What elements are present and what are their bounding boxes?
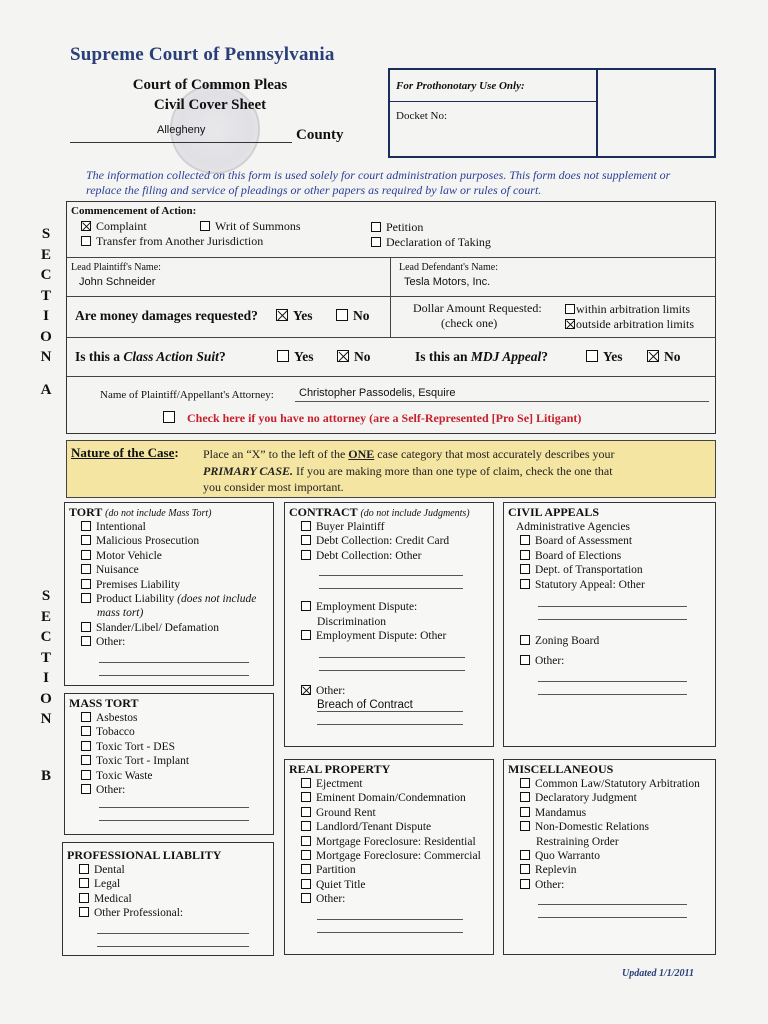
checkbox[interactable]: [301, 893, 311, 903]
side-letter: B: [40, 767, 51, 784]
prothonotary-label: For Prothonotary Use Only:: [390, 70, 598, 102]
checkbox[interactable]: [79, 878, 89, 888]
mass-tort-des[interactable]: Toxic Tort - DES: [65, 740, 273, 754]
checkbox[interactable]: [81, 755, 91, 765]
tort-other[interactable]: Other:: [65, 635, 273, 649]
misc-arbitration[interactable]: Common Law/Statutory Arbitration: [504, 777, 715, 791]
checkbox[interactable]: [520, 821, 530, 831]
real-property-box: [284, 759, 494, 955]
contract-other[interactable]: Other:: [285, 684, 493, 698]
plaintiff-value[interactable]: John Schneider: [79, 276, 156, 288]
real-other[interactable]: Other:: [285, 892, 493, 906]
checkbox[interactable]: [520, 635, 530, 645]
real-quiet-title[interactable]: Quiet Title: [285, 878, 493, 892]
contract-other-value[interactable]: Breach of Contract: [317, 698, 413, 711]
misc-mandamus[interactable]: Mandamus: [504, 806, 715, 820]
tort-product-note: mass tort): [97, 607, 144, 620]
money-question: Are money damages requested?: [75, 308, 258, 323]
side-letter: O: [40, 690, 52, 707]
checkbox-checked[interactable]: [337, 350, 349, 362]
checkbox[interactable]: [81, 579, 91, 589]
checkbox[interactable]: [301, 864, 311, 874]
nature-of-case: [66, 440, 716, 498]
contract-emp-other[interactable]: Employment Dispute: Other: [285, 629, 493, 643]
contract-emp-discrimination[interactable]: Employment Dispute:: [285, 600, 493, 614]
side-letter: E: [40, 246, 51, 263]
prof-medical[interactable]: Medical: [63, 892, 273, 906]
checkbox[interactable]: [520, 879, 530, 889]
checkbox[interactable]: [81, 770, 91, 780]
side-letter: O: [40, 328, 52, 345]
checkbox[interactable]: [81, 521, 91, 531]
county-value[interactable]: Allegheny: [157, 124, 206, 136]
section-a: [66, 201, 716, 434]
check-one: (check one): [441, 316, 498, 330]
checkbox[interactable]: [81, 636, 91, 646]
real-mortgage-res[interactable]: Mortgage Foreclosure: Residential: [285, 835, 493, 849]
complaint-option[interactable]: Complaint: [81, 219, 147, 234]
sheet-name: Civil Cover Sheet: [153, 97, 267, 113]
docket-label: Docket No:: [390, 102, 598, 156]
defendant-label: Lead Defendant's Name:: [399, 262, 498, 273]
checkbox[interactable]: [163, 411, 175, 423]
class-action-question: Is this a Class Action Suit?: [75, 349, 226, 364]
checkbox[interactable]: [520, 807, 530, 817]
contract-buyer[interactable]: Buyer Plaintiff: [285, 520, 493, 534]
checkbox[interactable]: [520, 564, 530, 574]
tort-motor[interactable]: Motor Vehicle: [65, 549, 273, 563]
mass-tort-heading: MASS TORT: [69, 696, 139, 710]
court-name: Court of Common Pleas: [132, 77, 288, 93]
attorney-value[interactable]: Christopher Passodelis, Esquire: [299, 387, 456, 399]
mass-tort-asbestos[interactable]: Asbestos: [65, 711, 273, 725]
checkbox[interactable]: [520, 550, 530, 560]
transfer-option[interactable]: Transfer from Another Jurisdiction: [81, 234, 263, 249]
misc-heading: MISCELLANEOUS: [508, 762, 614, 776]
civil-appeals-box: [503, 502, 716, 747]
professional-heading: PROFESSIONAL LIABLITY: [67, 848, 222, 862]
mdj-question: Is this an MDJ Appeal?: [415, 349, 549, 364]
checkbox[interactable]: [301, 535, 311, 545]
checkbox[interactable]: [301, 550, 311, 560]
civil-appeals-heading: CIVIL APPEALS: [508, 505, 600, 519]
checkbox[interactable]: [277, 350, 289, 362]
side-letter: S: [41, 226, 51, 242]
real-eminent[interactable]: Eminent Domain/Condemnation: [285, 791, 493, 805]
contract-box: [284, 502, 494, 747]
contract-heading: CONTRACT (do not include Judgments): [289, 505, 470, 519]
checkbox[interactable]: [336, 309, 348, 321]
contract-debt-card[interactable]: Debt Collection: Credit Card: [285, 534, 493, 548]
tort-product[interactable]: Product Liability (does not include: [65, 592, 273, 606]
tort-premises[interactable]: Premises Liability: [65, 578, 273, 592]
checkbox[interactable]: [79, 864, 89, 874]
side-letter: I: [43, 308, 49, 324]
checkbox[interactable]: [586, 350, 598, 362]
prof-legal[interactable]: Legal: [63, 877, 273, 891]
checkbox[interactable]: [79, 907, 89, 917]
real-mortgage-com[interactable]: Mortgage Foreclosure: Commercial: [285, 849, 493, 863]
misc-non-domestic[interactable]: Non-Domestic Relations: [504, 820, 715, 834]
checkbox[interactable]: [301, 630, 311, 640]
mass-tort-waste[interactable]: Toxic Waste: [65, 769, 273, 783]
county-label: County: [296, 127, 344, 143]
checkbox[interactable]: [565, 304, 575, 314]
tort-slander[interactable]: Slander/Libel/ Defamation: [65, 621, 273, 635]
mass-tort-implant[interactable]: Toxic Tort - Implant: [65, 754, 273, 768]
appeal-other[interactable]: Other:: [504, 654, 715, 668]
side-letter: C: [40, 629, 52, 645]
appeal-zoning[interactable]: Zoning Board: [504, 634, 715, 648]
checkbox-checked[interactable]: [301, 685, 311, 695]
checkbox[interactable]: [301, 601, 311, 611]
appeal-transportation[interactable]: Dept. of Transportation: [504, 563, 715, 577]
checkbox[interactable]: [520, 655, 530, 665]
checkbox[interactable]: [301, 821, 311, 831]
plaintiff-label: Lead Plaintiff's Name:: [71, 262, 161, 273]
checkbox[interactable]: [81, 535, 91, 545]
checkbox[interactable]: [301, 521, 311, 531]
real-property-heading: REAL PROPERTY: [289, 762, 391, 776]
misc-other[interactable]: Other:: [504, 878, 715, 892]
defendant-value[interactable]: Tesla Motors, Inc.: [404, 276, 491, 288]
county-line: [70, 142, 292, 143]
checkbox[interactable]: [520, 579, 530, 589]
misc-replevin[interactable]: Replevin: [504, 863, 715, 877]
tort-heading: TORT (do not include Mass Tort): [69, 505, 212, 519]
self-rep-option[interactable]: Check here if you have no attorney (are a Self-Represented [Pro Se] Litigant): [163, 409, 581, 427]
admin-agencies-label: Administrative Agencies: [516, 521, 631, 533]
side-letter: A: [40, 381, 52, 398]
within-option[interactable]: within arbitration limits: [565, 302, 690, 317]
appeal-elections[interactable]: Board of Elections: [504, 549, 715, 563]
misc-declaratory[interactable]: Declaratory Judgment: [504, 791, 715, 805]
checkbox[interactable]: [81, 236, 91, 246]
prothonotary-box: [388, 68, 716, 158]
contract-emp-discrimination-2: Discrimination: [317, 615, 386, 628]
section-a-letters: [36, 224, 56, 400]
info-text: The information collected on this form is used solely for court administration purposes. This form does not supplement or replace the filing and service of pleadings or other papers as required by law or rules of court.: [86, 168, 671, 197]
tort-box: [64, 502, 274, 686]
misc-restraining: Restraining Order: [536, 835, 619, 848]
side-letter: S: [41, 588, 51, 604]
money-yes[interactable]: Yes: [276, 308, 313, 324]
checkbox[interactable]: [301, 792, 311, 802]
appeal-assessment[interactable]: Board of Assessment: [504, 534, 715, 548]
checkbox[interactable]: [81, 712, 91, 722]
checkbox[interactable]: [520, 850, 530, 860]
checkbox-checked[interactable]: [647, 350, 659, 362]
checkbox[interactable]: [371, 237, 381, 247]
nature-label: Nature of the Case:: [71, 445, 179, 460]
attorney-label: Name of Plaintiff/Appellant's Attorney:: [100, 389, 274, 401]
checkbox[interactable]: [81, 550, 91, 560]
checkbox-checked[interactable]: [565, 319, 575, 329]
side-letter: T: [40, 287, 51, 304]
checkbox[interactable]: [371, 222, 381, 232]
tort-nuisance[interactable]: Nuisance: [65, 563, 273, 577]
checkbox[interactable]: [520, 778, 530, 788]
checkbox[interactable]: [301, 807, 311, 817]
writ-option[interactable]: Writ of Summons: [200, 219, 301, 234]
side-letter: I: [43, 670, 49, 686]
checkbox[interactable]: [81, 741, 91, 751]
court-title: Supreme Court of Pennsylvania: [70, 44, 335, 65]
declaration-option[interactable]: Declaration of Taking: [371, 235, 491, 250]
real-partition[interactable]: Partition: [285, 863, 493, 877]
side-letter: N: [40, 711, 52, 727]
money-no[interactable]: No: [336, 308, 370, 324]
class-no[interactable]: No: [337, 349, 371, 365]
checkbox[interactable]: [200, 221, 210, 231]
checkbox[interactable]: [81, 622, 91, 632]
checkbox[interactable]: [81, 784, 91, 794]
checkbox[interactable]: [520, 864, 530, 874]
side-letter: E: [40, 608, 51, 625]
misc-box: [503, 759, 716, 955]
dollar-label: Dollar Amount Requested:: [413, 301, 542, 315]
mass-tort-tobacco[interactable]: Tobacco: [65, 725, 273, 739]
checkbox[interactable]: [301, 836, 311, 846]
tort-malicious[interactable]: Malicious Prosecution: [65, 534, 273, 548]
contract-debt-other[interactable]: Debt Collection: Other: [285, 549, 493, 563]
mass-tort-other[interactable]: Other:: [65, 783, 273, 797]
outside-option[interactable]: outside arbitration limits: [565, 317, 694, 332]
side-letter: C: [40, 267, 52, 283]
tort-intentional[interactable]: Intentional: [65, 520, 273, 534]
real-landlord[interactable]: Landlord/Tenant Dispute: [285, 820, 493, 834]
mass-tort-box: [64, 693, 274, 835]
checkbox[interactable]: [81, 726, 91, 736]
footer-updated: Updated 1/1/2011: [622, 968, 694, 979]
professional-box: [62, 842, 274, 956]
mdj-no[interactable]: No: [647, 349, 681, 365]
commencement-label: Commencement of Action:: [71, 205, 197, 217]
checkbox-checked[interactable]: [276, 309, 288, 321]
checkbox[interactable]: [81, 593, 91, 603]
prof-dental[interactable]: Dental: [63, 863, 273, 877]
checkbox[interactable]: [81, 564, 91, 574]
checkbox-checked[interactable]: [81, 221, 91, 231]
side-letter: N: [40, 349, 52, 365]
real-ground-rent[interactable]: Ground Rent: [285, 806, 493, 820]
attorney-line: [295, 401, 709, 402]
prof-other[interactable]: Other Professional:: [63, 906, 273, 920]
petition-option[interactable]: Petition: [371, 220, 423, 235]
mdj-yes[interactable]: Yes: [586, 349, 623, 365]
checkbox[interactable]: [79, 893, 89, 903]
class-yes[interactable]: Yes: [277, 349, 314, 365]
side-letter: T: [40, 649, 51, 666]
nature-instructions: Place an “X” to the left of the ONE case category that most accurately describes your PRIMARY CASE. If you are making more than one type of claim, check the one that you consider most important.: [203, 447, 615, 494]
checkbox[interactable]: [301, 850, 311, 860]
checkbox[interactable]: [520, 792, 530, 802]
section-b-letters: [36, 586, 56, 786]
real-ejectment[interactable]: Ejectment: [285, 777, 493, 791]
checkbox[interactable]: [301, 879, 311, 889]
checkbox[interactable]: [301, 778, 311, 788]
checkbox[interactable]: [520, 535, 530, 545]
appeal-statutory[interactable]: Statutory Appeal: Other: [504, 578, 715, 592]
misc-quo-warranto[interactable]: Quo Warranto: [504, 849, 715, 863]
